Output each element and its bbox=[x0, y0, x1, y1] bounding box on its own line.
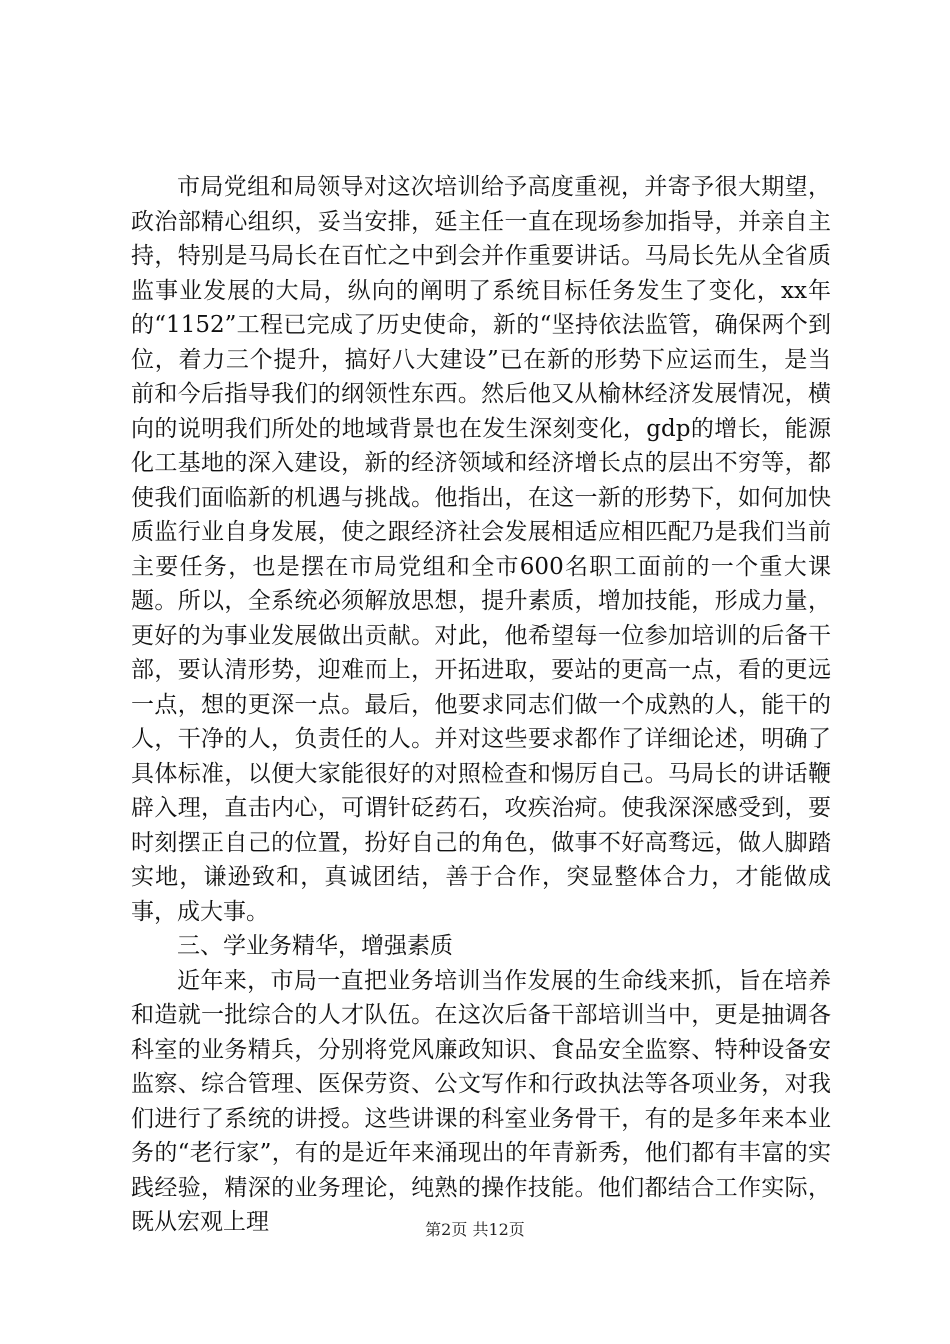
section-heading: 三、学业务精华，增强素质 bbox=[177, 933, 453, 959]
page-number-footer: 第2页 共12页 bbox=[425, 1220, 525, 1239]
paragraph-leadership-speech: 市局党组和局领导对这次培训给予高度重视，并寄予很大期望，政治部精心组织，妥当安排，延主任一直在现场参加指导，并亲自主持，特别是马局长在百忙之中到会并作重要讲话。马局长先从全省质监事业发展的大局，纵向的阐明了系统目标任务发生了变化，xx年的“1152”工程已完成了历史使命，新的“坚持依法监管，确保两个到位，着力三个提升，搞好八大建设”已在新的形势下应运而生，是当前和今后指导我们的纲领性东西。然后他又从榆林经济发展情况，横向的说明我们所处的地域背景也在发生深刻变化，gdp的增长，能源化工基地的深入建设，新的经济领域和经济增长点的层出不穷等，都使我们面临新的机遇与挑战。他指出，在这一新的形势下，如何加快质监行业自身发展，使之跟经济社会发展相适应相匹配乃是我们当前主要任务，也是摆在市局党组和全市600名职工面前的一个重大课题。所以，全系统必须解放思想，提升素质，增加技能，形成力量，更好的为事业发展做出贡献。对此，他希望每一位参加培训的后备干部，要认清形势，迎难而上，开拓进取，要站的更高一点，看的更远一点，想的更深一点。最后，他要求同志们做一个成熟的人，能干的人，干净的人，负责任的人。并对这些要求都作了详细论述，明确了具体标准，以便大家能很好的对照检查和惕厉自己。马局长的讲话鞭辟入理，直击内心，可谓针砭药石，攻疾治疴。使我深深感受到，要时刻摆正自己的位置，扮好自己的角色，做事不好高骛远，做人脚踏实地，谦逊致和，真诚团结，善于合作，突显整体合力，才能做成事，成大事。 bbox=[131, 174, 831, 925]
paragraph-business-training: 近年来，市局一直把业务培训当作发展的生命线来抓，旨在培养和造就一批综合的人才队伍。在这次后备干部培训当中，更是抽调各科室的业务精兵，分别将党风廉政知识、食品安全监察、特种设备安监察、综合管理、医保劳资、公文写作和行政执法等各项业务，对我们进行了系统的讲授。这些讲课的科室业务骨干，有的是多年来本业务的“老行家”，有的是近年来涌现出的年青新秀，他们都有丰富的实践经验，精深的业务理论，纯熟的操作技能。他们都结合工作实际，既从宏观上理 bbox=[131, 967, 831, 1235]
document-body bbox=[131, 170, 831, 1240]
